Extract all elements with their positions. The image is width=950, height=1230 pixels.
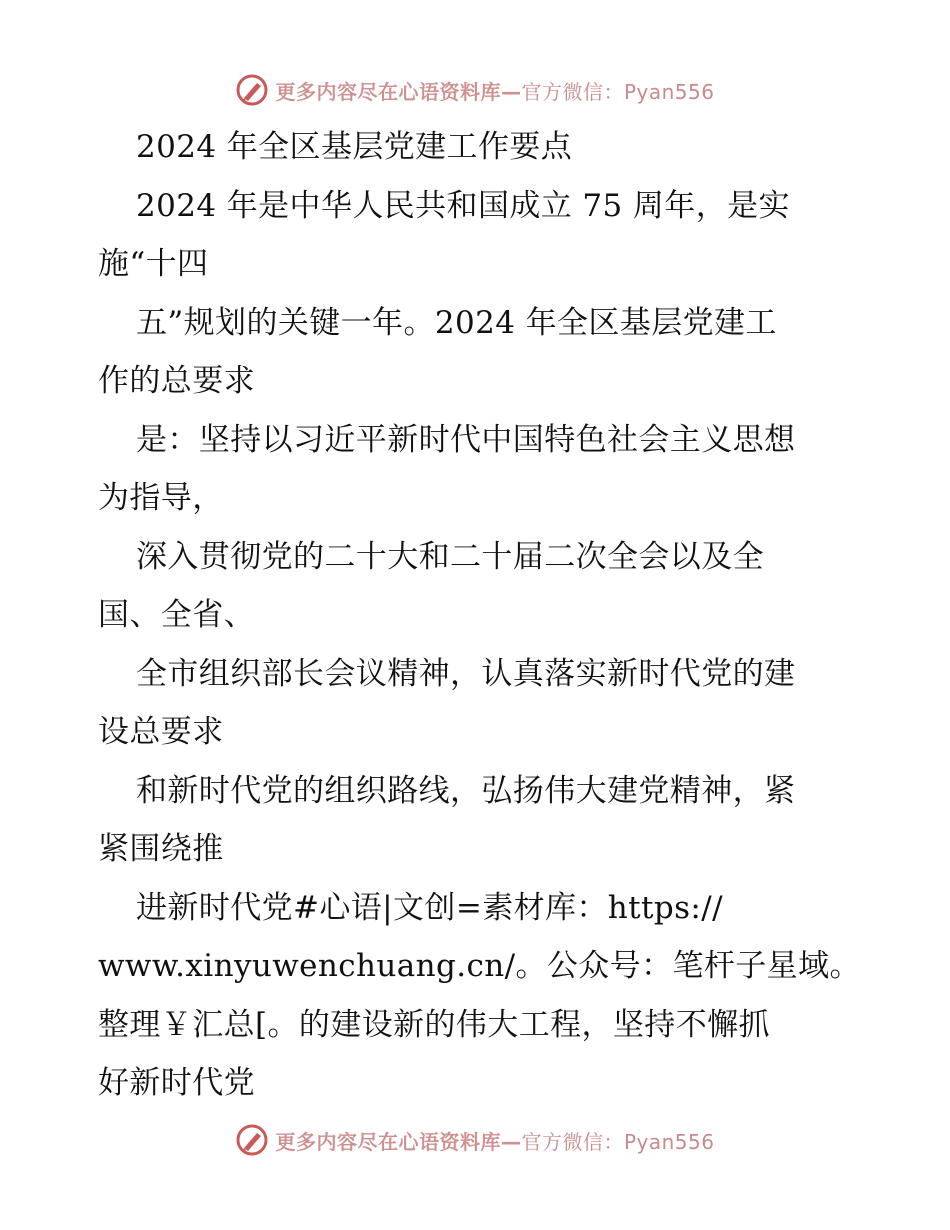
footer-banner-contact: 官方微信：Pyan556	[521, 1129, 715, 1154]
body-text-line: 整理￥汇总[。的建设新的伟大工程，坚持不懈抓	[98, 1006, 770, 1043]
footer-banner-title: 更多内容尽在心语资料库	[275, 1129, 501, 1154]
header-banner-contact: 官方微信：Pyan556	[521, 79, 715, 104]
footer-banner-text	[275, 1126, 714, 1155]
pen-logo-icon	[235, 1123, 269, 1157]
document-body	[98, 118, 868, 1113]
footer-banner-inner	[235, 1123, 714, 1157]
body-text-line: 全市组织部长会议精神，认真落实新时代党的建	[136, 655, 796, 692]
header-banner-title: 更多内容尽在心语资料库	[275, 79, 501, 104]
pen-logo-icon	[235, 73, 269, 107]
footer-banner-dash: —	[500, 1129, 522, 1154]
document-title: 2024 年全区基层党建工作要点	[136, 129, 573, 165]
body-text-line: 好新时代党	[98, 1065, 255, 1101]
header-banner	[0, 70, 950, 110]
body-text-line: 是：坚持以习近平新时代中国特色社会主义思想	[136, 421, 796, 458]
body-text-line: 为指导，	[98, 480, 224, 516]
body-text-line: 和新时代党的组织路线，弘扬伟大建党精神，紧	[136, 772, 796, 809]
body-text-line: www.xinyuwenchuang.cn/。公众号：笔杆子星域。	[98, 948, 861, 984]
body-text-line: 紧围绕推	[98, 831, 224, 867]
body-text-line: 2024 年是中华人民共和国成立 75 周年，是实	[136, 187, 790, 224]
header-banner-inner	[235, 73, 714, 107]
body-text-line: 作的总要求	[98, 363, 255, 399]
body-text-line: 国、全省、	[98, 597, 255, 633]
body-text-line: 设总要求	[98, 714, 224, 750]
body-text-line: 进新时代党#心语|文创=素材库：https://	[136, 889, 723, 926]
body-text-line: 深入贯彻党的二十大和二十届二次全会以及全	[136, 538, 764, 575]
header-banner-text	[275, 76, 714, 105]
body-text-line: 施“十四	[98, 246, 209, 282]
footer-banner	[0, 1120, 950, 1160]
header-banner-dash: —	[500, 79, 522, 104]
body-text-line: 五”规划的关键一年。2024 年全区基层党建工	[136, 304, 777, 341]
